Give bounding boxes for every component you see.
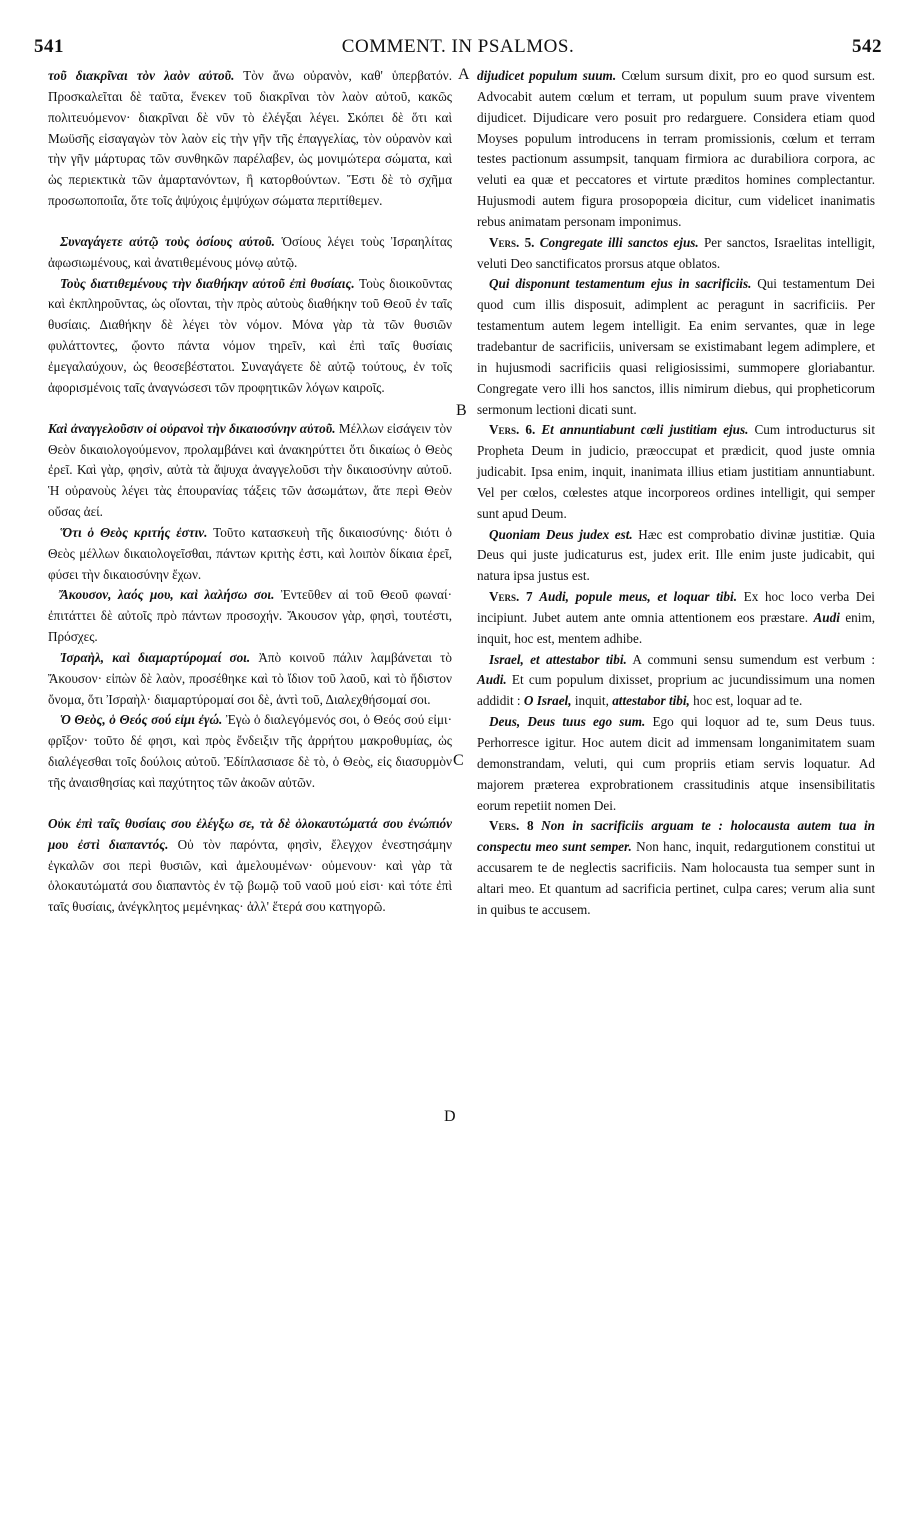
latin-paragraph	[477, 650, 875, 713]
verse-number: Vers. 8	[489, 818, 534, 834]
commentary-text: Ἐντεῦθεν αἱ τοῦ Θεοῦ φωναί· ἐπιτάττει δὲ αὐτοῖς πρὸ πάντων προσοχήν. Ἄκουσον γὰρ, φησὶ, τουτέστι, Πρόσχες.	[48, 587, 452, 645]
commentary-text: Ex hoc loco verba Dei incipiunt. Jubet autem ante omnia attentionem eos præstare.	[477, 589, 875, 625]
latin-paragraph	[477, 816, 875, 920]
latin-paragraph	[477, 587, 875, 650]
commentary-text: inquit,	[571, 693, 613, 709]
greek-paragraph	[48, 814, 452, 918]
greek-paragraph	[48, 66, 452, 212]
commentary-text: Cum introducturus sit Propheta Deum in judicio, præoccupat et prædicit, quod juste omnia judicabit. Ipsa enim, inquit, inanimata illius etiam justitiam annuntiabunt. Vel per cœlos, cœlestes atque incorporeos ordines intelligit, qui semper sunt apud Deum.	[477, 422, 875, 521]
lemma-text: Audi	[813, 609, 840, 625]
lemma-text: Ἄκουσον, λαός μου, καὶ λαλήσω σοι.	[60, 587, 275, 603]
lemma-text: Ὁ Θεὸς, ὁ Θεός σού εἰμι ἐγώ.	[60, 712, 223, 728]
commentary-text: Μέλλων εἰσάγειν τὸν Θεὸν δικαιολογούμενον, προλαμβάνει καὶ ἀνακηρύττει ὅτι δικαίως ὁ Θεὸς ἐρεῖ. Καὶ γὰρ, φησὶν, αὐτὰ τὰ ἄψυχα ἀναγγελοῦσι τὴν δικαιοσύνην αὐτοῦ. Ἡ οὐρανοὺς λέγει τὰς ἐπουρανίας τάξεις τῶν ἀσωμάτων, ἅτε περὶ Θεὸν οὔσας ἀεί.	[48, 420, 452, 520]
commentary-text: Τοῦτο κατασκευὴ τῆς δικαιοσύνης· διότι ὁ Θεὸς μέλλων δικαιολογεῖσθαι, πάντων κριτὴς ἐστι, καὶ λοιπὸν δίκαια ἐρεῖ, φύσει τὴν δικαιοσύνην ἔχων.	[48, 524, 452, 582]
lemma-text: Congregate illi sanctos ejus.	[539, 234, 699, 250]
lemma-text: Non in sacrificiis arguam te : holocausta autem tua in conspectu meo sunt semper.	[477, 818, 875, 855]
commentary-text: Ἐγὼ ὁ διαλεγόμενός σοι, ὁ Θεός σού εἰμι· φρῖξον· τοῦτο δέ φησι, καὶ πρὸς ἔνδειξιν τῆς ἀρρήτου μακροθυμίας, ὡς διαλέγεσθαι τοῖς δούλοις αὐτοῦ. Ἐδίπλασιασε δὲ τὸ, ὁ Θεὸς, εἰς διασυρμὸν τῆς ἀναισθησίας καὶ παχύτητος τῶν ἀκοῶν αὐτῶν.	[48, 712, 452, 790]
column-marker-c: C	[453, 752, 464, 769]
verse-number: Vers. 6.	[489, 422, 536, 438]
latin-paragraph	[477, 525, 875, 588]
column-marker-a: A	[458, 66, 470, 83]
greek-paragraph	[48, 710, 452, 793]
lemma-text: Καὶ ἀναγγελοῦσιν οἱ οὐρανοὶ τὴν δικαιοσύνην αὐτοῦ.	[48, 420, 336, 436]
commentary-text: Per sanctos, Israelitas intelligit, veluti Deo sanctificatos prorsus atque oblatos.	[477, 234, 875, 271]
latin-column	[477, 66, 875, 921]
lemma-text: Οὐκ ἐπὶ ταῖς θυσίαις σου ἐλέγξω σε, τὰ δὲ ὁλοκαυτώματά σου ἐνώπιόν μου ἐστὶ διαπαντός.	[48, 815, 452, 852]
lemma-text: Audi.	[477, 672, 507, 688]
lemma-text: Qui disponunt testamentum ejus in sacrificiis.	[489, 276, 752, 292]
page-header	[30, 36, 886, 62]
commentary-text: Ego qui loquor ad te, sum Deus tuus. Perhorresce igitur. Hoc autem dicit ad immensam longanimitatem suam demonstrandam, veluti, qui cum propriis etiam servis loquatur. Ad majorem præterea exprobrationem crassitudinis atque insensibilitatis eorum repetiit nomen Dei.	[477, 714, 876, 813]
lemma-text: dijudicet populum suum.	[477, 68, 617, 83]
commentary-text: Hæc est comprobatio divinæ justitiæ. Quia Deus qui juste judicaturus est, judex erit. Ille enim juste judicabit, qui natura ipsa justus est.	[477, 526, 875, 584]
verse-number: Vers. 7	[489, 589, 533, 605]
commentary-text: Et cum populum dixisset, proprium ac jucundissimum una nomen addidit :	[477, 672, 875, 709]
commentary-text: enim, inquit, hoc est, mentem adhibe.	[477, 609, 875, 646]
commentary-text: Non hanc, inquit, redargutionem constitui ut accusarem te de neglectis sacrificiis. Nam holocausta tua semper sunt in altari meo. Et quantum ad sacrificia pertinet, culpa cares; verum alia sunt in quibus te accusem.	[477, 839, 875, 917]
page-number-left: 541	[34, 36, 64, 57]
greek-paragraph	[48, 274, 452, 399]
greek-paragraph	[48, 585, 452, 648]
commentary-text: Cœlum sursum dixit, pro eo quod sursum est. Advocabit autem cœlum et terram, ut populum suum prave viventem dijudicet. Dijudicare vero posuit pro redarguere. Considera etiam quod Moyses populum introducens in terram promissionis, cœlum et terram testes pactionum assumpsit, tanquam firmiora ac durabiliora corpora, ac veluti ea quæ et peccatores et virtute præditos homines complectantur. Hujusmodi autem figura prosopopœia dicitur, cum videlicet inanimatis rebus animatam personam imponimus.	[477, 68, 875, 229]
greek-paragraph	[48, 648, 452, 711]
commentary-text: Τὸν ἄνω οὐρανὸν, καθ' ὑπερβατόν. Προσκαλεῖται δὲ ταῦτα, ἕνεκεν τοῦ διακρῖναι τὸν λαὸν αὐτοῦ, κακῶς πολιτευόμενον· διακρῖναι δὲ νῦν τὸ ἐλέγξαι λέγει. Σκόπει δὲ ὅτι καὶ Μωϋσῆς εἰσαγαγὼν τὸν λαὸν εἰς τὴν γῆν τῆς ἐπαγγελίας, τὸν οὐρανὸν καὶ τὴν γῆν μάρτυρας τῶν συνθηκῶν παρέλαβεν, ὡς μονιμώτερα σώματα, καὶ ὡς περιεκτικὰ τῶν ἁμαρτανόντων, ἢ κατορθούντων. Ἔστι δὲ τὸ σχῆμα προσωποποιΐα, ὅτε τοῖς ἀψύχοις ἐμψύχων σώματα περιτίθεμεν.	[48, 68, 452, 209]
lemma-text: Ὅτι ὁ Θεὸς κριτής ἐστιν.	[60, 524, 208, 540]
lemma-text: attestabor tibi,	[612, 693, 690, 709]
greek-paragraph	[48, 419, 452, 523]
commentary-text: A communi sensu sumendum est verbum :	[626, 651, 875, 667]
lemma-text: Deus, Deus tuus ego sum.	[489, 714, 646, 730]
latin-paragraph	[477, 712, 875, 816]
column-marker-d: D	[444, 1108, 456, 1125]
greek-paragraph	[48, 523, 452, 586]
latin-paragraph	[477, 274, 875, 420]
column-marker-b: B	[456, 402, 467, 419]
paragraph-gap	[48, 794, 452, 814]
lemma-text: Israel, et attestabor tibi.	[489, 651, 627, 667]
latin-paragraph	[477, 66, 875, 233]
commentary-text: Ἀπὸ κοινοῦ πάλιν λαμβάνεται τὸ Ἄκουσον· εἰπὼν δὲ λαὸν, προσέθηκε καὶ τὸ ἴδιον τοῦ λαοῦ, καὶ τὸ ἥδιστον ὄνομα, ὅτι Ἰσραὴλ· διαμαρτύρομαί σοι δὲ, ἀντὶ τοῦ, Διαλεχθήσομαί σοι.	[48, 649, 453, 707]
commentary-text: Οὐ τὸν παρόντα, φησὶν, ἔλεγχον ἐνεστησάμην ἐγκαλῶν σοι περὶ θυσιῶν, καὶ ἀμελουμένων· οὐμενουν· καὶ γὰρ τὰ ὁλοκαυτώματά σου διαπαντὸς ἐν τῷ βωμῷ τοῦ ναοῦ μού εἰσι· καὶ τότε ἐπὶ ταῖς θυσίαις, ἀνέγκλητος μεμένηκας· ἀλλ' ἕτερά σου κατηγορῶ.	[48, 836, 452, 915]
commentary-text: hoc est, loquar ad te.	[689, 693, 803, 709]
latin-paragraph	[477, 233, 875, 275]
lemma-text: Et annuntiabunt cœli justitiam ejus.	[541, 422, 749, 438]
lemma-text: Audi, popule meus, et loquar tibi.	[539, 589, 737, 605]
page-number-right: 542	[852, 36, 882, 57]
commentary-text: Ὁσίους λέγει τοὺς Ἰσραηλίτας ἀφωσιωμένους, καὶ ἀνατιθεμένους μόνῳ αὐτῷ.	[48, 233, 452, 270]
verse-number: Vers. 5.	[489, 234, 535, 250]
commentary-text: Qui testamentum Dei quod cum illis disposuit, adimplent ac peragunt in sacrificiis. Per testamentum autem legem intelligit. Ea enim servantes, quæ in lege tradebantur de sacrificiis, universam se existimabant legem adimplere, et in hujusmodi sacrificiis quasi religiosissimi, summopere gloriabantur. Congregate vero illi hos sanctos, illis nimirum diebus, qui propheticorum sermonum lectioni dicati sunt.	[477, 276, 875, 417]
lemma-text: τοῦ διακρῖναι τὸν λαὸν αὐτοῦ.	[48, 68, 235, 83]
lemma-text: Τοὺς διατιθεμένους τὴν διαθήκην αὐτοῦ ἐπὶ θυσίαις.	[60, 275, 355, 291]
greek-column	[48, 66, 452, 918]
lemma-text: Ἰσραὴλ, καὶ διαμαρτύρομαί σοι.	[60, 649, 251, 665]
greek-paragraph	[48, 232, 452, 274]
running-title: COMMENT. IN PSALMOS.	[341, 36, 575, 57]
lemma-text: O Israel,	[523, 693, 572, 709]
latin-paragraph	[477, 420, 875, 524]
commentary-text: Τοὺς διοικοῦντας καὶ ἐκπληροῦντας, ὡς οἴονται, τὴν πρὸς αὐτοὺς διαθήκην τοῦ Θεοῦ ἐν ταῖς θυσίαις. Διαθήκην δὲ λέγει τὸν νόμον. Μόνα γὰρ τὰ τῶν θυσιῶν φυλάττοντες, ᾤοντο πάντα νόμον τηρεῖν, καὶ ἐπὶ ταῖς θυσίαις ἐμεγαλαύχουν, ὡς θεοσεβέστατοι. Συναγάγετε δὲ αὐτῷ τούτους, ἐν τοῖς ἀφορισμένοις ταῖς ἀναγνώσεσι τῶν προφητικῶν λόγων καιροῖς.	[48, 275, 453, 395]
paragraph-gap	[48, 399, 452, 419]
lemma-text: Συναγάγετε αὐτῷ τοὺς ὁσίους αὐτοῦ.	[60, 233, 275, 249]
lemma-text: Quoniam Deus judex est.	[489, 526, 633, 542]
paragraph-gap	[48, 212, 452, 232]
